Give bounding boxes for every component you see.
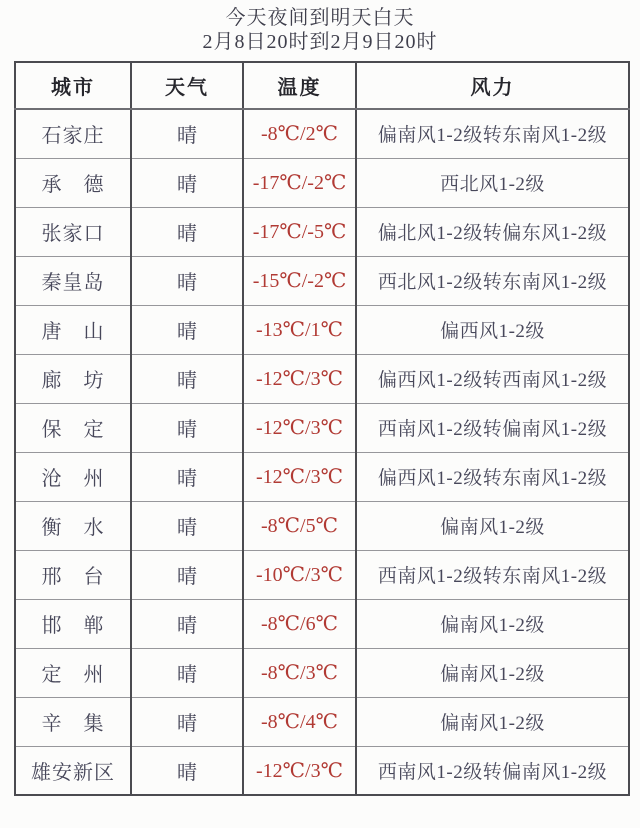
city-cell: 秦皇岛: [15, 256, 131, 305]
weather-cell: 晴: [131, 697, 243, 746]
temperature-cell: -8℃/6℃: [243, 599, 356, 648]
table-row: [15, 207, 629, 256]
table-row: [15, 256, 629, 305]
wind-cell: 偏西风1-2级转东南风1-2级: [356, 452, 629, 501]
table-row: [15, 648, 629, 697]
temperature-cell: -10℃/3℃: [243, 550, 356, 599]
weather-cell: 晴: [131, 648, 243, 697]
column-header-wind: 风力: [356, 62, 629, 109]
weather-table-body: [15, 109, 629, 795]
wind-cell: 西南风1-2级转偏南风1-2级: [356, 403, 629, 452]
weather-cell: 晴: [131, 746, 243, 795]
column-header-temperature: 温度: [243, 62, 356, 109]
city-cell: 张家口: [15, 207, 131, 256]
table-row: [15, 550, 629, 599]
weather-cell: 晴: [131, 550, 243, 599]
city-cell: 辛 集: [15, 697, 131, 746]
forecast-title-line2: 2月8日20时到2月9日20时: [202, 31, 438, 53]
wind-cell: 偏南风1-2级: [356, 697, 629, 746]
city-cell: 唐 山: [15, 305, 131, 354]
city-cell: 衡 水: [15, 501, 131, 550]
wind-cell: 偏西风1-2级转西南风1-2级: [356, 354, 629, 403]
wind-cell: 西南风1-2级转偏南风1-2级: [356, 746, 629, 795]
table-row: [15, 158, 629, 207]
weather-cell: 晴: [131, 599, 243, 648]
table-row: [15, 697, 629, 746]
temperature-cell: -17℃/-2℃: [243, 158, 356, 207]
temperature-cell: -12℃/3℃: [243, 354, 356, 403]
city-cell: 邢 台: [15, 550, 131, 599]
wind-cell: 偏北风1-2级转偏东风1-2级: [356, 207, 629, 256]
table-row: [15, 354, 629, 403]
weather-forecast-table: [14, 61, 630, 796]
weather-cell: 晴: [131, 207, 243, 256]
table-row: [15, 452, 629, 501]
forecast-title-line1: 今天夜间到明天白天: [225, 7, 415, 29]
wind-cell: 西北风1-2级: [356, 158, 629, 207]
temperature-cell: -8℃/5℃: [243, 501, 356, 550]
column-header-weather: 天气: [131, 62, 243, 109]
weather-cell: 晴: [131, 452, 243, 501]
temperature-cell: -15℃/-2℃: [243, 256, 356, 305]
wind-cell: 偏南风1-2级: [356, 599, 629, 648]
city-cell: 石家庄: [15, 109, 131, 158]
city-cell: 廊 坊: [15, 354, 131, 403]
temperature-cell: -12℃/3℃: [243, 746, 356, 795]
temperature-cell: -13℃/1℃: [243, 305, 356, 354]
city-cell: 雄安新区: [15, 746, 131, 795]
weather-table-header: [15, 62, 629, 109]
temperature-cell: -8℃/2℃: [243, 109, 356, 158]
wind-cell: 西北风1-2级转东南风1-2级: [356, 256, 629, 305]
header-row: [15, 62, 629, 109]
city-cell: 承 德: [15, 158, 131, 207]
column-header-city: 城市: [15, 62, 131, 109]
table-row: [15, 501, 629, 550]
wind-cell: 偏南风1-2级: [356, 648, 629, 697]
table-row: [15, 403, 629, 452]
table-row: [15, 599, 629, 648]
wind-cell: 偏南风1-2级转东南风1-2级: [356, 109, 629, 158]
city-cell: 定 州: [15, 648, 131, 697]
temperature-cell: -8℃/3℃: [243, 648, 356, 697]
forecast-title-block: [0, 6, 640, 54]
weather-cell: 晴: [131, 256, 243, 305]
weather-cell: 晴: [131, 354, 243, 403]
temperature-cell: -17℃/-5℃: [243, 207, 356, 256]
wind-cell: 偏西风1-2级: [356, 305, 629, 354]
table-row: [15, 746, 629, 795]
table-row: [15, 109, 629, 158]
city-cell: 沧 州: [15, 452, 131, 501]
city-cell: 保 定: [15, 403, 131, 452]
temperature-cell: -12℃/3℃: [243, 403, 356, 452]
city-cell: 邯 郸: [15, 599, 131, 648]
weather-cell: 晴: [131, 109, 243, 158]
weather-cell: 晴: [131, 403, 243, 452]
weather-cell: 晴: [131, 158, 243, 207]
weather-cell: 晴: [131, 501, 243, 550]
wind-cell: 西南风1-2级转东南风1-2级: [356, 550, 629, 599]
weather-cell: 晴: [131, 305, 243, 354]
table-row: [15, 305, 629, 354]
temperature-cell: -12℃/3℃: [243, 452, 356, 501]
wind-cell: 偏南风1-2级: [356, 501, 629, 550]
temperature-cell: -8℃/4℃: [243, 697, 356, 746]
